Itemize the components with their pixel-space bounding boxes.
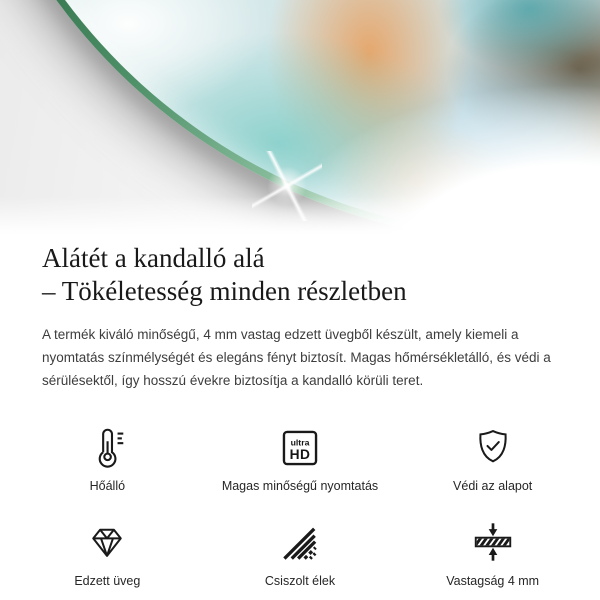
feature-label: Magas minőségű nyomtatás xyxy=(221,479,379,494)
hero-product-photo xyxy=(0,0,600,234)
feature-polished-edges xyxy=(204,513,397,588)
feature-label: Edzett üveg xyxy=(74,574,141,589)
page-title-line2: – Tökéletesség minden részletben xyxy=(42,275,407,306)
feature-tempered-glass xyxy=(11,513,204,588)
feature-label: Hőálló xyxy=(89,479,126,494)
feature-label: Védi az alapot xyxy=(453,479,533,494)
sparkle-glint-icon xyxy=(252,151,322,221)
diamond-icon xyxy=(85,513,129,565)
shield-check-icon xyxy=(471,418,515,470)
feature-high-quality-print xyxy=(204,418,397,493)
feature-protects-base xyxy=(396,418,589,493)
polished-edges-icon xyxy=(278,513,322,565)
ultra-hd-icon-text-bottom: HD xyxy=(289,447,311,463)
thickness-icon xyxy=(470,513,516,565)
feature-thickness xyxy=(396,513,589,588)
feature-label: Vastagság 4 mm xyxy=(446,574,540,589)
product-description: A termék kiváló minőségű, 4 mm vastag edzett üvegből készült, amely kiemeli a nyomtatás színmélységét és elegáns fényt biztosít. Magas hőmérsékletálló, és védi a sérülésektől, így hosszú évekre biztosítja a kandalló körüli teret. xyxy=(42,327,551,388)
feature-heat-resistant xyxy=(11,418,204,493)
page-title xyxy=(42,242,558,307)
page-title-line1: Alátét a kandalló alá xyxy=(42,243,265,273)
features-grid xyxy=(11,418,589,588)
feature-label: Csiszolt élek xyxy=(264,574,336,589)
thermometer-icon xyxy=(84,418,130,470)
ultra-hd-icon-text-top: ultra xyxy=(290,438,310,449)
ultra-hd-icon xyxy=(278,418,322,470)
